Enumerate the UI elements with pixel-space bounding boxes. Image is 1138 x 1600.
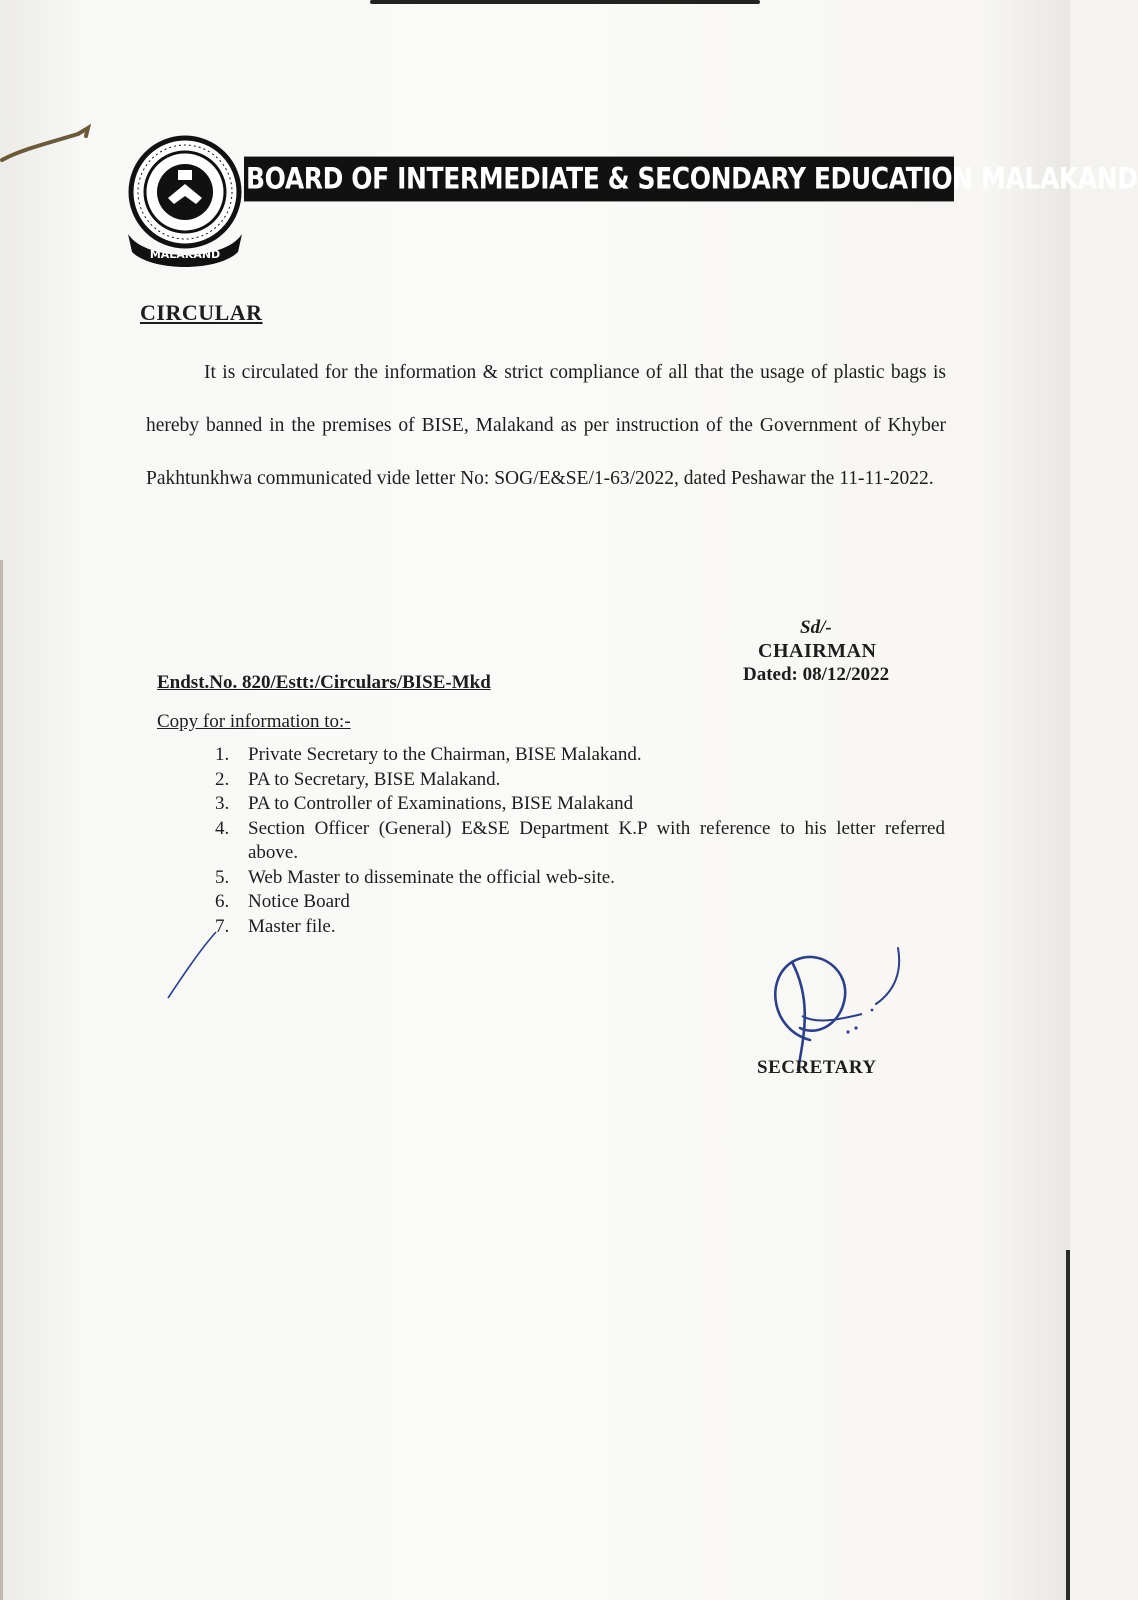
scan-top-edge <box>370 0 760 4</box>
list-number: 7. <box>215 915 230 937</box>
scan-right-edge <box>1066 1250 1070 1600</box>
organization-header: BOARD OF INTERMEDIATE & SECONDARY EDUCATION MALAKAND <box>244 157 954 202</box>
copy-label: Copy for information to:- <box>157 711 351 732</box>
list-item <box>215 792 945 817</box>
list-item <box>215 915 945 940</box>
list-number: 3. <box>215 793 230 814</box>
list-number: 2. <box>215 768 230 790</box>
list-text: Web Master to disseminate the official web-site. <box>248 866 615 888</box>
list-number: 5. <box>215 866 230 888</box>
list-text: PA to Secretary, BISE Malakand. <box>248 768 501 790</box>
endorsement-number: Endst.No. 820/Estt:/Circulars/BISE-Mkd <box>157 672 491 693</box>
list-item <box>215 768 945 793</box>
signed-mark: Sd/- <box>800 617 832 638</box>
list-text: Section Officer (General) E&SE Department K.P with reference to his letter referred above. <box>248 817 945 863</box>
list-item <box>215 890 945 915</box>
list-item <box>215 817 945 866</box>
list-text: Master file. <box>248 915 336 937</box>
seal-text: MALAKAND <box>149 248 221 261</box>
list-number: 6. <box>215 891 230 912</box>
pen-tick-icon <box>166 930 226 1000</box>
list-number: 4. <box>215 817 230 839</box>
list-text: Private Secretary to the Chairman, BISE Malakand. <box>248 744 642 765</box>
list-number: 1. <box>215 744 230 765</box>
signatory-title: CHAIRMAN <box>758 640 877 662</box>
board-seal-icon <box>126 134 244 274</box>
scan-left-edge <box>0 560 3 1600</box>
circular-heading: CIRCULAR <box>140 300 263 325</box>
circular-body: It is circulated for the information & strict compliance of all that the usage of plastic bags is hereby banned in the premises of BISE, Malakand as per instruction of the Government of Khyber Pakhtunkhwa communicated vide letter No: SOG/E&SE/1-63/2022, dated Peshawar the 11-11-2022. <box>146 362 946 489</box>
issue-date: Dated: 08/12/2022 <box>743 664 890 685</box>
list-text: Notice Board <box>248 891 350 912</box>
list-text: PA to Controller of Examinations, BISE Malakand <box>248 793 634 814</box>
distribution-list <box>215 743 945 939</box>
list-item <box>215 866 945 891</box>
pen-mark-icon <box>0 120 95 170</box>
secretary-title: SECRETARY <box>757 1057 877 1078</box>
list-item <box>215 743 945 768</box>
